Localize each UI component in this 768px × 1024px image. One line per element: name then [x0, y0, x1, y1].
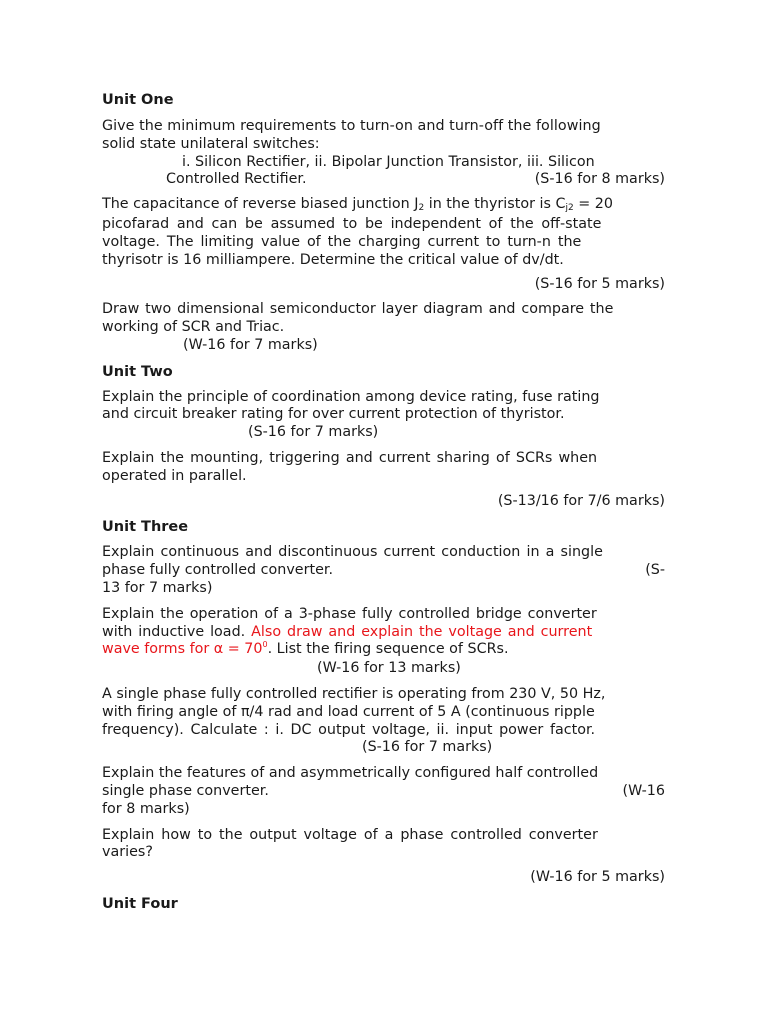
- unit-four-heading: Unit Four: [102, 895, 178, 912]
- text-line: solid state unilateral switches:: [102, 135, 320, 152]
- marks-label: (S-16 for 7 marks): [248, 424, 379, 441]
- subscript: 2: [418, 203, 425, 214]
- text-line: [102, 783, 665, 801]
- text-line: Give the minimum requirements to turn-on and turn-off the following: [102, 118, 601, 134]
- marks-label: (S-: [645, 562, 665, 579]
- marks-label: (S-16 for 8 marks): [534, 171, 665, 188]
- question-unit3-q1: [102, 544, 665, 597]
- question-unit2-q1: [102, 389, 665, 442]
- subscript: j2: [565, 203, 574, 214]
- text-line: 13 for 7 marks): [102, 579, 213, 596]
- text-fragment: phase fully controlled converter.: [102, 562, 333, 579]
- text-line: operated in parallel.: [102, 467, 247, 484]
- text-line: i. Silicon Rectifier, ii. Bipolar Junction Transistor, iii. Silicon: [182, 153, 595, 170]
- question-unit3-q5: [102, 827, 665, 887]
- text-fragment: in the thyristor is C: [424, 196, 566, 213]
- unit-three-heading: Unit Three: [102, 519, 189, 536]
- highlighted-text: Also draw and explain the voltage and current: [251, 623, 593, 640]
- text-line: Explain the features of and asymmetrically configured half controlled: [102, 765, 599, 782]
- highlighted-text: wave forms for α = 70: [102, 641, 263, 658]
- marks-label: (S-16 for 5 marks): [534, 276, 665, 293]
- text-line: picofarad and can be assumed to be independent of the off-state: [102, 215, 602, 232]
- question-unit3-q2: [102, 606, 665, 678]
- text-line: Explain the operation of a 3-phase fully controlled bridge converter: [102, 605, 597, 622]
- question-unit1-q2: [102, 196, 665, 294]
- text-line: voltage. The limiting value of the charging current to turn-n the: [102, 233, 582, 250]
- text-fragment: with inductive load.: [102, 623, 252, 640]
- text-line: Draw two dimensional semiconductor layer diagram and compare the: [102, 301, 614, 318]
- marks-label: (S-16 for 7 marks): [362, 739, 493, 756]
- text-line: A single phase fully controlled rectifier is operating from 230 V, 50 Hz,: [102, 685, 606, 702]
- marks-label: (W-16 for 7 marks): [183, 336, 318, 353]
- question-unit3-q4: [102, 765, 665, 818]
- text-fragment: . List the firing sequence of SCRs.: [267, 641, 509, 658]
- text-line: Explain the principle of coordination among device rating, fuse rating: [102, 388, 600, 405]
- question-unit3-q3: [102, 686, 665, 757]
- marks-label: (W-16 for 5 marks): [530, 869, 665, 886]
- text-line: thyrisotr is 16 milliampere. Determine the critical value of dv/dt.: [102, 251, 564, 268]
- text-line: Explain the mounting, triggering and current sharing of SCRs when: [102, 449, 598, 466]
- text-line: Explain continuous and discontinuous current conduction in a single: [102, 544, 603, 561]
- text-line: varies?: [102, 844, 153, 861]
- text-line: and circuit breaker rating for over current protection of thyristor.: [102, 406, 565, 423]
- unit-one-heading: Unit One: [102, 92, 174, 108]
- question-unit1-q3: [102, 301, 665, 354]
- text-fragment: The capacitance of reverse biased junction J: [102, 196, 419, 213]
- text-line: [102, 562, 665, 580]
- text-line: for 8 marks): [102, 800, 190, 817]
- text-line: working of SCR and Triac.: [102, 318, 285, 335]
- marks-label: (S-13/16 for 7/6 marks): [497, 492, 665, 509]
- text-line: Explain how to the output voltage of a phase controlled converter: [102, 826, 598, 843]
- question-unit1-q1: [102, 118, 665, 189]
- text-fragment: Controlled Rectifier.: [166, 171, 307, 188]
- marks-label: (W-16 for 13 marks): [317, 660, 461, 677]
- question-unit2-q2: [102, 450, 665, 510]
- unit-two-heading: Unit Two: [102, 363, 173, 380]
- text-line: with firing angle of π/4 rad and load current of 5 A (continuous ripple: [102, 703, 595, 720]
- text-line: [102, 171, 665, 189]
- text-fragment: single phase converter.: [102, 782, 269, 799]
- text-line: [102, 196, 665, 216]
- text-line: [102, 624, 665, 642]
- document-page: [102, 91, 665, 913]
- text-fragment: = 20: [573, 196, 613, 213]
- superscript: 0: [262, 640, 268, 650]
- text-line: [102, 641, 665, 660]
- marks-label: (W-16: [622, 782, 665, 799]
- text-line: frequency). Calculate : i. DC output voltage, ii. input power factor.: [102, 721, 596, 738]
